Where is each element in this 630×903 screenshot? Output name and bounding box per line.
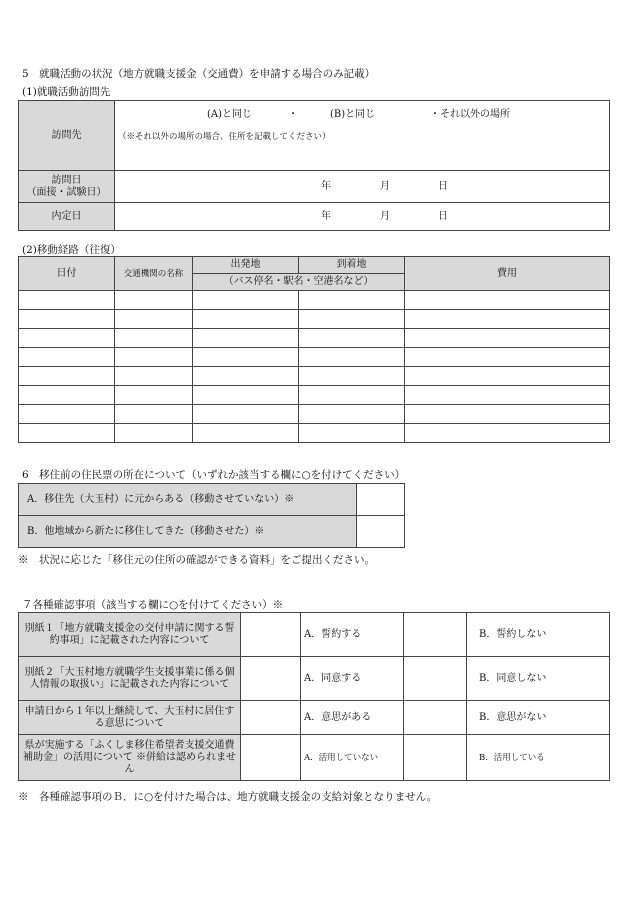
route-cell[interactable] — [193, 291, 299, 310]
residence-option-b: B．他地域から新たに移住してきた（移動させた）※ — [19, 516, 357, 548]
confirm-row — [19, 701, 610, 735]
confirm-label: 別紙２「大玉村地方就職学生支援事業に係る個人情報の取扱い」に記載された内容について — [19, 657, 241, 701]
residence-check-b[interactable] — [357, 516, 405, 548]
route-cell[interactable] — [19, 310, 115, 329]
table-row — [19, 348, 610, 367]
year-label: 年 — [321, 211, 331, 222]
table-row — [19, 367, 610, 386]
confirm-option-b: B．誓約しない — [467, 613, 610, 657]
section7-note: ※ 各種確認事項のＢ．に○を付けた場合は、地方就職支援金の支給対象となりません。 — [18, 791, 438, 803]
route-cell[interactable] — [299, 424, 405, 443]
option-other: ・それ以外の場所 — [430, 109, 510, 120]
day-label: 日 — [438, 211, 448, 222]
naitei-label: 内定日 — [19, 203, 115, 231]
confirm-option-b: B．活用している — [467, 735, 610, 781]
section6-heading: 6 移住前の住民票の所在について（いずれか該当する欄に○を付けてください） — [22, 469, 406, 481]
confirm-check-a[interactable] — [241, 701, 301, 735]
route-cell[interactable] — [405, 367, 610, 386]
confirm-label: 申請日から１年以上継続して、大玉村に居住する意思について — [19, 701, 241, 735]
visit-options — [115, 101, 610, 129]
col-date: 日付 — [19, 257, 115, 291]
visit-date-label — [19, 171, 115, 203]
route-cell[interactable] — [115, 291, 193, 310]
route-cell[interactable] — [19, 329, 115, 348]
route-cell[interactable] — [405, 291, 610, 310]
route-cell[interactable] — [193, 348, 299, 367]
col-place-note: （バス停名・駅名・空港名など） — [193, 274, 405, 291]
route-cell[interactable] — [299, 405, 405, 424]
section7-heading: ７各種確認事項（該当する欄に○を付けてください）※ — [22, 599, 284, 611]
visit-date-field[interactable] — [115, 171, 610, 203]
month-label: 月 — [380, 181, 390, 192]
route-cell[interactable] — [19, 405, 115, 424]
route-cell[interactable] — [299, 310, 405, 329]
route-cell[interactable] — [193, 367, 299, 386]
route-cell[interactable] — [405, 348, 610, 367]
confirm-check-a[interactable] — [241, 735, 301, 781]
route-cell[interactable] — [299, 386, 405, 405]
residence-table — [18, 483, 405, 548]
confirm-row — [19, 613, 610, 657]
confirm-option-b: B．意思がない — [467, 701, 610, 735]
confirm-option-a: A．同意する — [301, 657, 404, 701]
route-cell[interactable] — [405, 405, 610, 424]
residence-check-a[interactable] — [357, 484, 405, 516]
section5-heading: 5 就職活動の状況（地方就職支援金（交通費）を申請する場合のみ記載） — [22, 68, 376, 80]
route-cell[interactable] — [19, 367, 115, 386]
confirm-check-b[interactable] — [404, 701, 467, 735]
route-cell[interactable] — [115, 310, 193, 329]
route-cell[interactable] — [19, 386, 115, 405]
route-cell[interactable] — [115, 405, 193, 424]
route-cell[interactable] — [115, 329, 193, 348]
table-row — [19, 329, 610, 348]
table-row — [19, 310, 610, 329]
confirm-check-a[interactable] — [241, 613, 301, 657]
col-depart: 出発地 — [193, 257, 299, 274]
confirm-check-b[interactable] — [404, 657, 467, 701]
section6-note: ※ 状況に応じた「移住元の住所の確認ができる資料」をご提出ください。 — [18, 554, 375, 566]
option-a: (A)と同じ — [207, 109, 253, 120]
table-row — [19, 405, 610, 424]
table-row — [19, 424, 610, 443]
col-arrive: 到着地 — [299, 257, 405, 274]
section5-sub1: (1)就職活動訪問先 — [22, 86, 111, 98]
year-label: 年 — [321, 181, 331, 192]
visit-date-title: 訪問日 — [51, 174, 82, 186]
route-cell[interactable] — [193, 310, 299, 329]
confirm-label: 県が実施する「ふくしま移住希望者支援交通費補助金」の活用について ※併給は認められません — [19, 735, 241, 781]
confirm-check-a[interactable] — [241, 657, 301, 701]
day-label: 日 — [438, 181, 448, 192]
confirm-option-a: A．誓約する — [301, 613, 404, 657]
route-cell[interactable] — [405, 424, 610, 443]
route-cell[interactable] — [193, 329, 299, 348]
route-cell[interactable] — [193, 424, 299, 443]
route-cell[interactable] — [405, 329, 610, 348]
col-transport: 交通機関の名称 — [115, 257, 193, 291]
route-cell[interactable] — [115, 424, 193, 443]
route-cell[interactable] — [299, 291, 405, 310]
option-dot: ・ — [288, 109, 298, 120]
confirm-check-b[interactable] — [404, 613, 467, 657]
route-cell[interactable] — [193, 405, 299, 424]
visit-note: （※それ以外の場所の場合、住所を記載してください） — [118, 131, 331, 142]
route-cell[interactable] — [19, 424, 115, 443]
section5-sub2: (2)移動経路（往復） — [22, 244, 121, 256]
visit-address-field[interactable] — [115, 129, 610, 171]
visit-table — [18, 100, 610, 231]
confirm-row — [19, 735, 610, 781]
route-cell[interactable] — [115, 367, 193, 386]
col-cost: 費用 — [405, 257, 610, 291]
route-cell[interactable] — [299, 367, 405, 386]
table-row — [19, 291, 610, 310]
confirm-option-a: A．意思がある — [301, 701, 404, 735]
confirm-option-a: A．活用していない — [301, 735, 404, 781]
table-row — [19, 386, 610, 405]
residence-option-a: A．移住先（大玉村）に元からある（移動させていない）※ — [19, 484, 357, 516]
confirm-check-b[interactable] — [404, 735, 467, 781]
visit-date-subtitle: （面接・試験日） — [26, 186, 107, 198]
confirm-table — [18, 612, 610, 781]
visit-label: 訪問先 — [19, 101, 115, 171]
route-table — [18, 256, 610, 443]
month-label: 月 — [380, 211, 390, 222]
route-cell[interactable] — [19, 291, 115, 310]
route-cell[interactable] — [115, 386, 193, 405]
route-cell[interactable] — [193, 386, 299, 405]
route-cell[interactable] — [299, 348, 405, 367]
naitei-date-field[interactable] — [115, 203, 610, 231]
confirm-row — [19, 657, 610, 701]
confirm-option-b: B．同意しない — [467, 657, 610, 701]
option-b: (B)と同じ — [330, 109, 376, 120]
confirm-label: 別紙１「地方就職支援金の交付申請に関する誓約事項」に記載された内容について — [19, 613, 241, 657]
route-cell[interactable] — [405, 386, 610, 405]
route-cell[interactable] — [115, 348, 193, 367]
route-cell[interactable] — [299, 329, 405, 348]
route-cell[interactable] — [405, 310, 610, 329]
route-cell[interactable] — [19, 348, 115, 367]
